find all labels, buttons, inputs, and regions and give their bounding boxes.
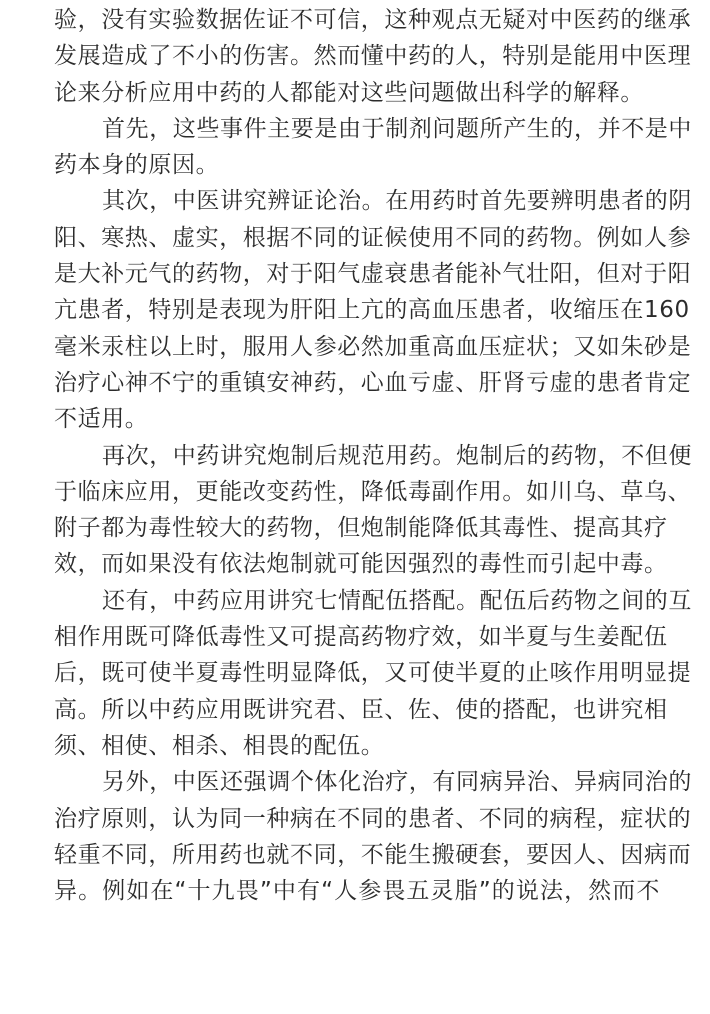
paragraph [54, 764, 692, 909]
text-line: 异。例如在“十九畏”中有“人参畏五灵脂”的说法，然而不 [54, 878, 660, 905]
text-line: 效，而如果没有依法炮制就可能因强烈的毒性而引起中毒。 [54, 551, 668, 578]
text-line: 附子都为毒性较大的药物，但炮制能降低其毒性、提高其疗 [54, 515, 668, 542]
text-line: 治疗心神不宁的重镇安神药，心血亏虚、肝肾亏虚的患者肯定 [54, 369, 692, 396]
text-line: 论来分析应用中药的人都能对这些问题做出科学的解释。 [54, 79, 644, 106]
text-line: 再次，中药讲究炮制后规范用药。炮制后的药物，不但便 [102, 442, 692, 469]
text-line: 相作用既可降低毒性又可提高药物疗效，如半夏与生姜配伍 [54, 624, 668, 651]
text-line: 是大补元气的药物，对于阳气虚衰患者能补气壮阳，但对于阳 [54, 261, 692, 288]
text-line: 还有，中药应用讲究七情配伍搭配。配伍后药物之间的互 [102, 587, 692, 614]
text-line: 亢患者，特别是表现为肝阳上亢的高血压患者，收缩压在160 [54, 297, 690, 324]
text-line: 高。所以中药应用既讲究君、臣、佐、使的搭配，也讲究相 [54, 696, 668, 723]
text-line: 另外，中医还强调个体化治疗，有同病异治、异病同治的 [102, 769, 692, 796]
paragraph [54, 111, 692, 184]
text-line: 须、相使、相杀、相畏的配伍。 [54, 732, 385, 759]
text-line: 于临床应用，更能改变药性，降低毒副作用。如川乌、草乌、 [54, 478, 692, 505]
text-line: 验，没有实验数据佐证不可信，这种观点无疑对中医药的继承 [54, 7, 692, 33]
text-line: 不适用。 [54, 406, 149, 433]
text-line: 毫米汞柱以上时，服用人参必然加重高血压症状；又如朱砂是 [54, 333, 692, 360]
paragraph [54, 183, 692, 437]
text-line: 后，既可使半夏毒性明显降低，又可使半夏的止咳作用明显提 [54, 660, 692, 687]
paragraph [54, 2, 692, 111]
document-page [54, 0, 692, 909]
text-line: 首先，这些事件主要是由于制剂问题所产生的，并不是中 [102, 115, 692, 142]
text-line: 阳、寒热、虚实，根据不同的证候使用不同的药物。例如人参 [54, 224, 692, 251]
text-line: 治疗原则，认为同一种病在不同的患者、不同的病程，症状的 [54, 805, 692, 832]
paragraph [54, 583, 692, 764]
text-line: 其次，中医讲究辨证论治。在用药时首先要辨明患者的阴 [102, 188, 692, 215]
paragraph [54, 438, 692, 583]
text-line: 发展造成了不小的伤害。然而懂中药的人，特别是能用中医理 [54, 43, 692, 70]
text-line: 轻重不同，所用药也就不同，不能生搬硬套，要因人、因病而 [54, 841, 692, 868]
text-line: 药本身的原因。 [54, 152, 220, 179]
